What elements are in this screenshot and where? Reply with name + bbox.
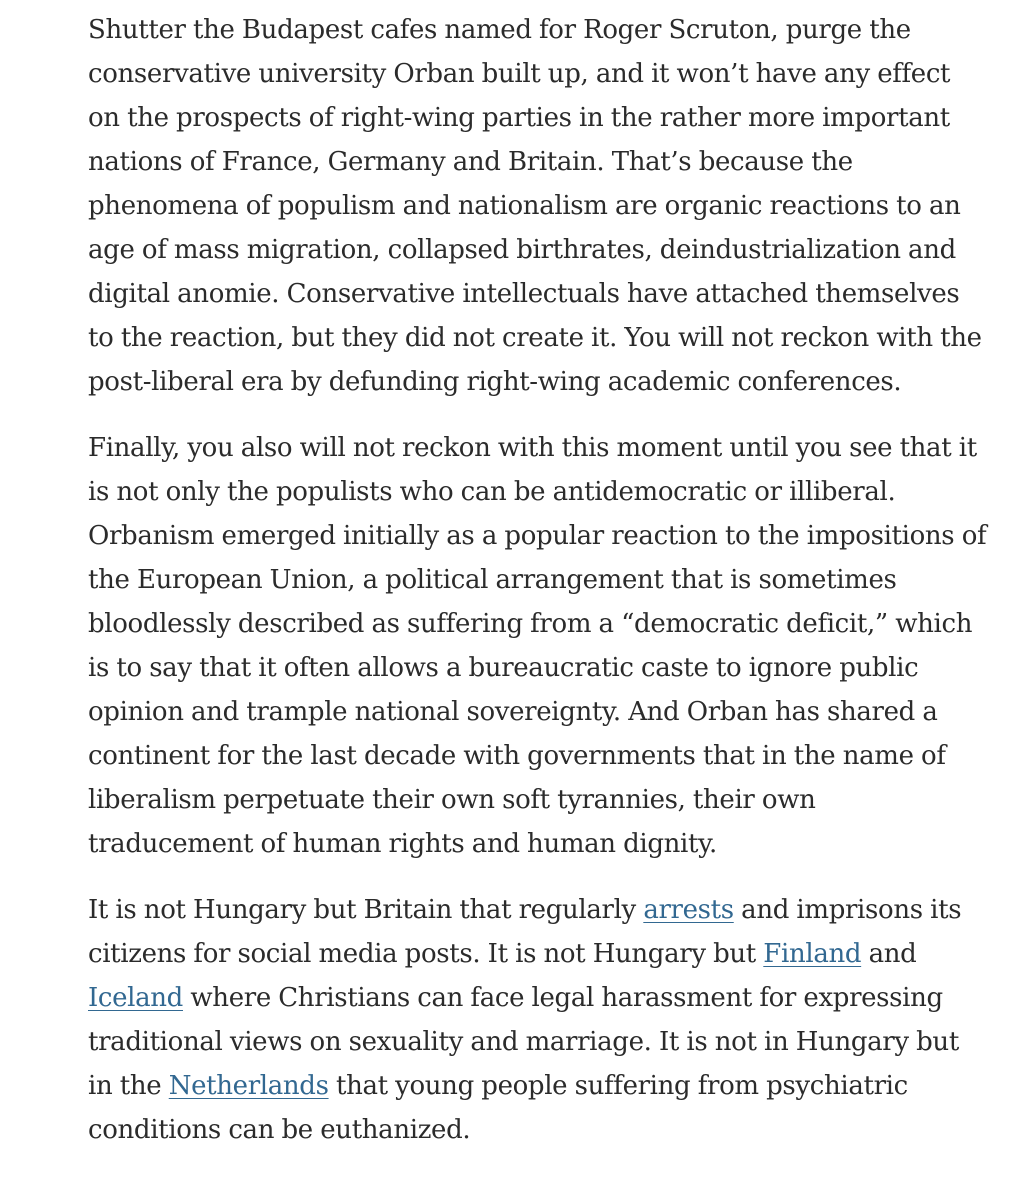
paragraph-1: Shutter the Budapest cafes named for Roger Scruton, purge the conservative university Orban built up, and it won’t have any effect on the prospects of right-wing parties in the rather more important nations of France, Germany and Britain. That’s because the phenomena of populism and nationalism are organic reactions to an age of mass migration, collapsed birthrates, deindustrialization and digital anomie. Conservative intellectuals have attached themselves to the reaction, but they did not create it. You will not reckon with the post-liberal era by defunding right-wing academic conferences. xyxy=(88,15,982,397)
paragraph-3 xyxy=(88,888,988,1152)
link-netherlands[interactable]: Netherlands xyxy=(168,1071,329,1101)
paragraph-3-text-5: that young people suffering from psychiatric conditions can be euthanized. xyxy=(88,1071,908,1145)
link-iceland[interactable]: Iceland xyxy=(88,983,183,1013)
paragraph-3-text-4: where Christians can face legal harassment for expressing traditional views on sexuality and marriage. It is not in Hungary but in the xyxy=(88,983,959,1101)
paragraph-3-text-2: and imprisons its citizens for social media posts. It is not Hungary but xyxy=(88,895,962,969)
paragraph-2: Finally, you also will not reckon with this moment until you see that it is not only the populists who can be antidemocratic or illiberal. Orbanism emerged initially as a popular reaction to the impositions of the European Union, a political arrangement that is sometimes bloodlessly described as suffering from a “democratic deficit,” which is to say that it often allows a bureaucratic caste to ignore public opinion and trample national sovereignty. And Orban has shared a continent for the last decade with governments that in the name of liberalism perpetuate their own soft tyrannies, their own traducement of human rights and human dignity. xyxy=(88,433,987,859)
article-body xyxy=(88,8,988,1174)
paragraph-3-text-3: and xyxy=(861,939,917,969)
link-arrests[interactable]: arrests xyxy=(643,895,734,925)
paragraph-3-text-1: It is not Hungary but Britain that regularly xyxy=(88,895,644,925)
link-finland[interactable]: Finland xyxy=(763,939,862,969)
